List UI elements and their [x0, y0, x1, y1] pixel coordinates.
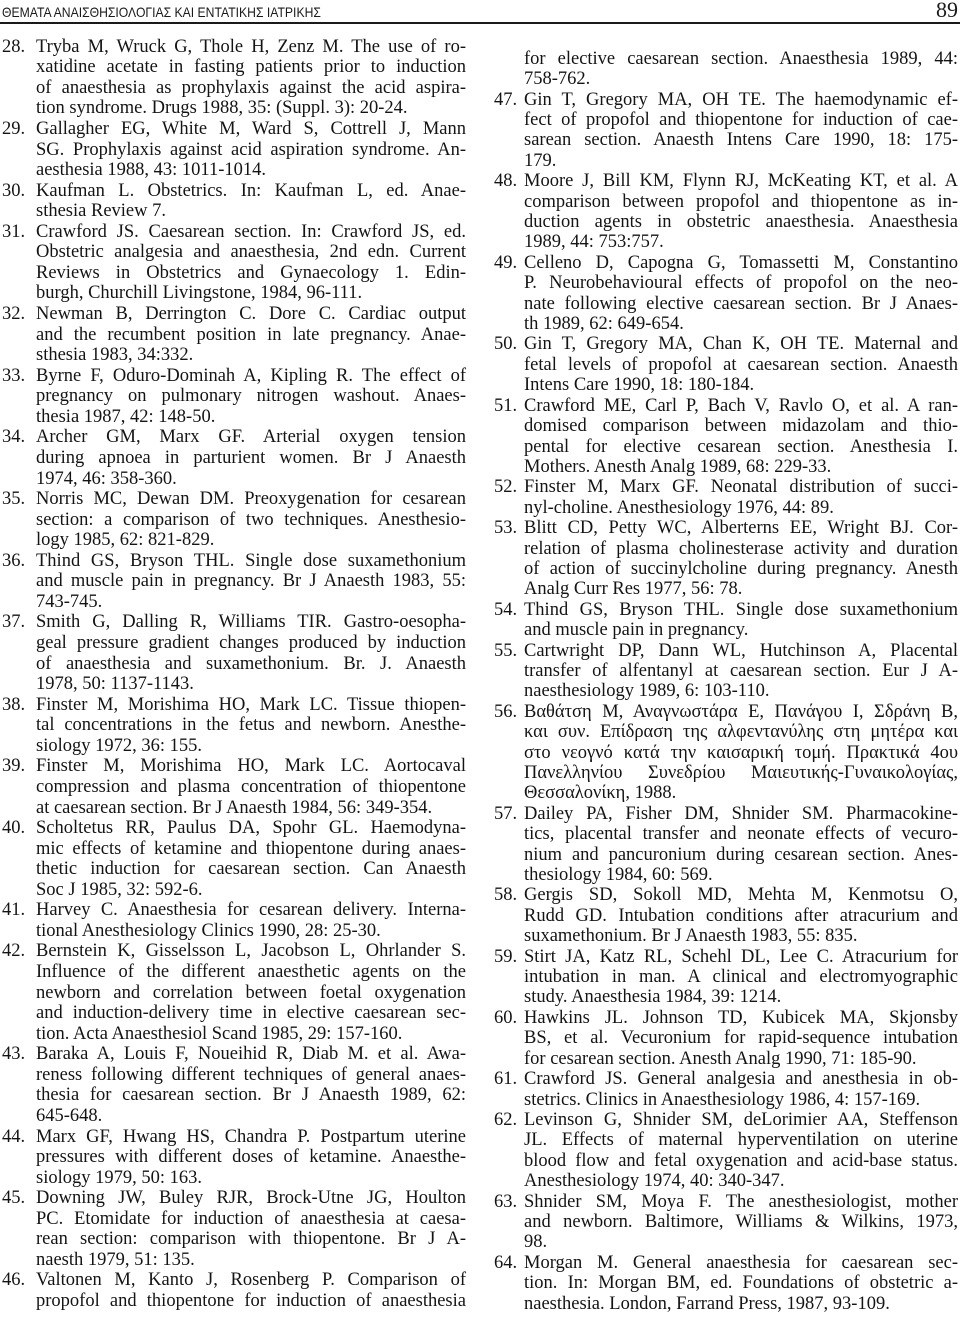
reference-line: study. Anaesthesia 1984, 39: 1214.	[524, 987, 782, 1008]
reference-text	[524, 600, 958, 641]
reference-text	[524, 1008, 958, 1069]
reference-line: th 1989, 62: 649-654.	[524, 314, 684, 335]
reference-line: Gin T, Gregory MA, OH TE. The haemodynamic ef-	[524, 89, 958, 110]
reference-text	[36, 941, 466, 1044]
reference-item	[2, 222, 466, 304]
reference-line: at caesarean section. Br J Anaesth 1984, 56: 349-354.	[36, 797, 433, 818]
references-right-column	[494, 49, 958, 1314]
reference-line: Dailey PA, Fisher DM, Shnider SM. Pharmacokine-	[524, 803, 958, 824]
reference-line: fetal levels of propofol at caesarean section. Anaesth	[524, 354, 958, 375]
reference-number: 42.	[2, 941, 26, 962]
reference-number: 51.	[494, 395, 518, 416]
reference-line: tional Anesthesiology Clinics 1990, 28: 25-30.	[36, 920, 381, 941]
reference-line: relation of plasma cholinesterase activity and duration	[524, 538, 958, 559]
reference-number: 64.	[494, 1252, 518, 1273]
reference-item	[2, 366, 466, 428]
reference-item	[2, 900, 466, 941]
reference-number: 61.	[494, 1069, 518, 1090]
header-rule	[0, 22, 960, 24]
reference-line: Cartwright DP, Dann WL, Hutchinson A, Placental	[524, 640, 958, 661]
reference-item	[494, 885, 958, 946]
reference-number: 33.	[2, 365, 26, 386]
reference-line: SG. Prophylaxis against acid aspiration syndrome. An-	[36, 139, 466, 160]
reference-item	[2, 1044, 466, 1126]
reference-line: fect of propofol and thiopentone for induction of cae-	[524, 110, 958, 131]
reference-line: Reviews in Obstetrics and Gynaecology 1. Edin-	[36, 262, 466, 283]
reference-line: Crawford ME, Carl P, Bach V, Ravlo O, et al. A ran-	[524, 395, 958, 416]
reference-line: mic effects of ketamine and thiopentone during anaes-	[36, 838, 466, 859]
reference-line: P. Neurobehavioural effects of propofol on the neo-	[524, 273, 958, 294]
reference-number: 50.	[494, 334, 518, 355]
reference-line: Thind GS, Bryson THL. Single dose suxamethonium	[36, 550, 466, 571]
reference-item	[494, 396, 958, 478]
reference-text	[36, 1044, 466, 1126]
reference-item	[494, 702, 958, 804]
reference-line: sthesia 1983, 34:332.	[36, 345, 194, 366]
reference-line: siology 1972, 36: 155.	[36, 735, 202, 756]
reference-text	[36, 366, 466, 428]
reference-line: 743-745.	[36, 591, 103, 612]
reference-line: sthesia Review 7.	[36, 201, 166, 222]
reference-item	[2, 941, 466, 1044]
reference-line: Hawkins JL. Johnson TD, Kubicek MA, Skjonsby	[524, 1007, 958, 1028]
reference-line: tion syndrome. Drugs 1988, 35: (Suppl. 3): 20-24.	[36, 98, 408, 119]
reference-text	[524, 1069, 958, 1110]
reference-number: 48.	[494, 171, 518, 192]
reference-item	[494, 253, 958, 335]
reference-line: pressures with different doses of ketamine. Anaesthe-	[36, 1147, 466, 1168]
reference-line: nate following elective caesarean section. Br J Anaes-	[524, 293, 958, 314]
reference-item	[2, 612, 466, 694]
reference-text	[36, 37, 466, 119]
reference-line: Gallagher EG, White M, Ward S, Cottrell J, Mann	[36, 118, 466, 139]
reference-line: section: a comparison of two techniques. Anesthesio-	[36, 509, 466, 530]
reference-line: stetrics. Clinics in Anaesthesiology 1986, 4: 157-169.	[524, 1089, 921, 1110]
reference-item	[494, 1008, 958, 1069]
reference-item	[2, 551, 466, 613]
reference-line: propofol and thiopentone for induction of anaesthesia	[36, 1291, 466, 1311]
reference-line: Mothers. Anesth Analg 1989, 68: 229-33.	[524, 456, 832, 477]
reference-number: 55.	[494, 640, 518, 661]
reference-line: Morgan M. General anaesthesia for caesarean sec-	[524, 1252, 958, 1273]
reference-line: burgh, Churchill Livingstone, 1984, 96-111.	[36, 283, 363, 304]
reference-number: 47.	[494, 89, 518, 110]
reference-number: 29.	[2, 118, 26, 139]
reference-text	[36, 1270, 466, 1311]
reference-number: 45.	[2, 1188, 26, 1209]
reference-text	[524, 1253, 958, 1314]
reference-number: 52.	[494, 477, 518, 498]
reference-line: Anesthesiology 1974, 40: 340-347.	[524, 1171, 785, 1192]
reference-text	[36, 489, 466, 551]
reference-line: Bernstein K, Gisselsson L, Jacobson L, Ohrlander S.	[36, 941, 466, 962]
reference-item	[2, 119, 466, 181]
reference-line: nyl-choline. Anesthesiology 1976, 44: 89.	[524, 497, 834, 518]
references-left-column	[2, 37, 466, 1312]
reference-line: Moore J, Bill KM, Flynn RJ, McKeating KT, et al. A	[524, 171, 958, 192]
reference-line: και συν. Επίδραση της αλφεντανύλης στη μητέρα και	[524, 722, 958, 743]
reference-line: pregnancy on pulmonary nitrogen washout. Anaes-	[36, 386, 466, 407]
reference-line: JL. Effects of maternal hyperventilation on uterine	[524, 1130, 958, 1151]
reference-line: 758-762.	[524, 69, 591, 90]
reference-line: 1978, 50: 1137-1143.	[36, 674, 194, 695]
reference-line: for elective caesarean section. Anaesthesia 1989, 44:	[524, 48, 958, 69]
reference-line: Byrne F, Oduro-Dominah A, Kipling R. The effect of	[36, 365, 466, 386]
reference-text	[524, 171, 958, 253]
reference-line: compression and plasma concentration of thiopentone	[36, 776, 466, 797]
reference-text	[36, 818, 466, 900]
reference-item	[2, 695, 466, 757]
reference-number: 62.	[494, 1109, 518, 1130]
reference-number: 58.	[494, 885, 518, 906]
reference-item	[494, 600, 958, 641]
reference-line: Gergis SD, Sokoll MD, Mehta M, Kenmotsu O,	[524, 885, 958, 906]
reference-line: PC. Etomidate for induction of anaesthesia at caesa-	[36, 1208, 466, 1229]
reference-line: during apnoea in parturient women. Br J Anaesth	[36, 447, 466, 468]
reference-item	[2, 37, 466, 119]
reference-line: and the recumbent position in late pregnancy. Anae-	[36, 324, 466, 345]
reference-line: Valtonen M, Kanto J, Rosenberg P. Comparison of	[36, 1270, 466, 1291]
reference-item	[2, 181, 466, 222]
reference-line: Influence of the different anaesthetic agents on the	[36, 962, 466, 982]
reference-line: Πανελληνίου Συνεδρίου Μαιευτικής-Γυναικολογίας,	[524, 763, 958, 784]
reference-number: 28.	[2, 36, 26, 57]
reference-item	[494, 1110, 958, 1192]
reference-line: tion. Acta Anaesthesiol Scand 1985, 29: 157-160.	[36, 1023, 403, 1044]
reference-line: suxamethonium. Br J Anaesth 1983, 55: 835.	[524, 926, 858, 947]
reference-line: of anaesthesia as prophylaxis against the acid aspira-	[36, 77, 466, 98]
reference-line: reness following different techniques of general anaes-	[36, 1064, 466, 1085]
reference-text	[524, 804, 958, 886]
reference-number: 63.	[494, 1191, 518, 1212]
reference-line: Finster M, Morishima HO, Mark LC. Aortocaval	[36, 756, 466, 777]
reference-line: geal pressure gradient changes produced by induction	[36, 633, 466, 653]
reference-item	[2, 489, 466, 551]
reference-number: 39.	[2, 756, 26, 777]
reference-line: tion. In: Morgan BM, ed. Foundations of obstetric a-	[524, 1273, 958, 1294]
reference-line: Intens Care 1990, 18: 180-184.	[524, 375, 755, 396]
reference-line: Smith G, Dalling R, Williams TIR. Gastro-oesopha-	[36, 612, 466, 633]
reference-line: Thind GS, Bryson THL. Single dose suxamethonium	[524, 599, 958, 620]
reference-number: 59.	[494, 946, 518, 967]
reference-line: Soc J 1985, 32: 592-6.	[36, 879, 203, 900]
reference-line: 179.	[524, 150, 557, 171]
reference-line: Finster M, Morishima HO, Mark LC. Tissue thiopen-	[36, 694, 466, 715]
reference-text	[524, 885, 958, 946]
reference-line: Kaufman L. Obstetrics. In: Kaufman L, ed. Anae-	[36, 180, 466, 201]
reference-line: of action of succinylcholine during pregnancy. Anesth	[524, 558, 958, 579]
reference-item	[494, 641, 958, 702]
reference-item	[494, 1069, 958, 1110]
reference-number: 53.	[494, 518, 518, 539]
reference-text	[36, 1188, 466, 1270]
reference-item	[2, 756, 466, 818]
reference-text	[524, 518, 958, 600]
reference-continuation	[494, 49, 958, 90]
reference-line: tal concentrations in the fetus and newborn. Anesthe-	[36, 715, 466, 736]
reference-line: Norris MC, Dewan DM. Preoxygenation for cesarean	[36, 489, 466, 510]
reference-line: BS, et al. Vecuronium for rapid-sequence intubation	[524, 1028, 958, 1049]
reference-line: newborn and correlation between foetal oxygenation	[36, 982, 466, 1003]
reference-line: Marx GF, Hwang HS, Chandra P. Postpartum uterine	[36, 1126, 466, 1147]
reference-line: and induction-delivery time in elective caesarean sec-	[36, 1003, 466, 1024]
reference-line: Stirt JA, Katz RL, Schehl DL, Lee C. Atracurium for	[524, 946, 958, 967]
reference-item	[494, 90, 958, 172]
reference-line: and muscle pain in pregnancy.	[524, 620, 749, 641]
reference-line: blood flow and fetal oxygenation and acid-base status.	[524, 1150, 958, 1171]
reference-number: 56.	[494, 701, 518, 722]
reference-text	[36, 900, 466, 941]
reference-item	[2, 818, 466, 900]
reference-text	[524, 641, 958, 702]
reference-line: Harvey C. Anaesthesia for cesarean delivery. Interna-	[36, 900, 466, 921]
reference-number: 43.	[2, 1044, 26, 1065]
reference-item	[2, 427, 466, 489]
reference-line: 1989, 44: 753:757.	[524, 232, 664, 253]
reference-line: xatidine acetate in fasting patients prior to induction	[36, 57, 466, 78]
reference-line: Baraka A, Louis F, Noueihid R, Diab M. et al. Awa-	[36, 1044, 466, 1065]
reference-number: 49.	[494, 252, 518, 273]
reference-item	[2, 1270, 466, 1311]
reference-line: Crawford JS. Caesarean section. In: Crawford JS, ed.	[36, 221, 466, 242]
reference-number: 37.	[2, 612, 26, 633]
reference-line: Blitt CD, Petty WC, Alberterns EE, Wright BJ. Cor-	[524, 518, 958, 539]
reference-text	[524, 1192, 958, 1253]
reference-line: domised comparison between midazolam and thio-	[524, 416, 958, 437]
reference-item	[494, 1253, 958, 1314]
reference-text	[36, 695, 466, 757]
reference-line: duction agents in obstetric anaesthesia. Anaesthesia	[524, 212, 958, 233]
reference-text	[36, 612, 466, 694]
reference-line: siology 1979, 50: 163.	[36, 1167, 202, 1188]
reference-item	[494, 1192, 958, 1253]
reference-number: 36.	[2, 550, 26, 571]
reference-item	[2, 1188, 466, 1270]
reference-number: 34.	[2, 427, 26, 448]
reference-line: Newman B, Derrington C. Dore C. Cardiac output	[36, 304, 466, 324]
reference-text	[36, 551, 466, 613]
reference-number: 41.	[2, 900, 26, 921]
reference-line: Celleno D, Capogna G, Tomassetti M, Constantino	[524, 252, 958, 273]
reference-line: Shnider SM, Moya F. The anesthesiologist, mother	[524, 1191, 958, 1212]
reference-text	[36, 304, 466, 366]
reference-line: Rudd GD. Intubation conditions after atracurium and	[524, 905, 958, 926]
reference-line: στο νεογνό κατά την καισαρική τομή. Πρακτικά 4ου	[524, 742, 958, 763]
reference-line: tics, placental transfer and neonate effects of vecuro-	[524, 824, 958, 845]
reference-line: aesthesia 1988, 43: 1011-1014.	[36, 160, 267, 181]
reference-line: comparison between propofol and thiopentone as in-	[524, 191, 958, 212]
reference-line: sarean section. Anaesth Intens Care 1990, 18: 175-	[524, 130, 958, 151]
reference-line: intubation in man. A clinical and electromyographic	[524, 967, 958, 988]
reference-line: Βαθάτση Μ, Αναγνωστάρα Ε, Πανάγου Ι, Σδράνη Β,	[524, 701, 958, 722]
reference-line: Tryba M, Wruck G, Thole H, Zenz M. The use of ro-	[36, 36, 466, 57]
reference-line: thesia 1987, 42: 148-50.	[36, 406, 216, 427]
reference-line: transfer of alfentanyl at caesarean section. Eur J A-	[524, 660, 958, 681]
reference-line: thesiology 1984, 60: 569.	[524, 865, 713, 886]
running-header-title: ΘΕΜΑΤΑ ΑΝΑΙΣΘΗΣΙΟΛΟΓΙΑΣ ΚΑΙ ΕΝΤΑΤΙΚΗΣ ΙΑΤΡΙΚΗΣ	[2, 4, 321, 20]
reference-line: Scholtetus RR, Paulus DA, Spohr GL. Haemodyna-	[36, 818, 466, 839]
reference-text	[524, 90, 958, 172]
reference-line: Obstetric analgesia and anaesthesia, 2nd edn. Current	[36, 242, 466, 263]
reference-text	[524, 49, 958, 90]
reference-text	[524, 1110, 958, 1192]
reference-line: Analg Curr Res 1977, 56: 78.	[524, 579, 743, 600]
reference-line: and newborn. Baltimore, Williams & Wilkins, 1973,	[524, 1211, 958, 1232]
reference-item	[494, 477, 958, 518]
reference-line: Crawford JS. General analgesia and anesthesia in ob-	[524, 1069, 958, 1090]
reference-text	[36, 1127, 466, 1189]
reference-line: logy 1985, 62: 821-829.	[36, 530, 215, 551]
reference-line: pental for elective cesarean section. Anesthesia I.	[524, 436, 958, 457]
reference-item	[494, 804, 958, 886]
reference-number: 38.	[2, 694, 26, 715]
reference-number: 60.	[494, 1007, 518, 1028]
reference-line: Gin T, Gregory MA, Chan K, OH TE. Maternal and	[524, 334, 958, 355]
reference-line: thesia for caesarean section. Br J Anaesth 1989, 62:	[36, 1085, 466, 1106]
reference-line: rean section: comparison with thiopentone. Br J A-	[36, 1229, 466, 1250]
reference-line: 98.	[524, 1232, 548, 1253]
reference-number: 44.	[2, 1126, 26, 1147]
reference-text	[524, 253, 958, 335]
reference-item	[2, 304, 466, 366]
reference-line: thetic induction for caesarean section. Can Anaesth	[36, 859, 466, 880]
reference-number: 57.	[494, 803, 518, 824]
reference-line: Archer GM, Marx GF. Arterial oxygen tension	[36, 427, 466, 448]
reference-text	[36, 181, 466, 222]
reference-number: 30.	[2, 180, 26, 201]
reference-number: 46.	[2, 1270, 26, 1291]
reference-line: naesthesia. London, Farrand Press, 1987, 93-109.	[524, 1293, 890, 1314]
reference-number: 32.	[2, 304, 26, 324]
reference-number: 31.	[2, 221, 26, 242]
reference-number: 40.	[2, 818, 26, 839]
reference-line: Downing JW, Buley RJR, Brock-Utne JG, Houlton	[36, 1188, 466, 1209]
reference-text	[524, 396, 958, 478]
reference-line: nium and pancuronium during cesarean section. Anes-	[524, 844, 958, 865]
reference-line: and muscle pain in pregnancy. Br J Anaesth 1983, 55:	[36, 571, 466, 592]
reference-line: of anaesthesia and suxamethonium. Br. J. Anaesth	[36, 653, 466, 674]
reference-text	[524, 947, 958, 1008]
reference-text	[36, 222, 466, 304]
reference-item	[494, 334, 958, 395]
reference-text	[524, 477, 958, 518]
reference-item	[2, 1127, 466, 1189]
reference-line: naesth 1979, 51: 135.	[36, 1249, 195, 1270]
reference-line: 1974, 46: 358-360.	[36, 468, 177, 489]
reference-number: 35.	[2, 489, 26, 510]
reference-text	[524, 702, 958, 804]
reference-text	[524, 334, 958, 395]
reference-line: for cesarean section. Anesth Analg 1990, 71: 185-90.	[524, 1048, 917, 1069]
reference-line: Θεσσαλονίκη, 1988.	[524, 783, 677, 804]
reference-number: 54.	[494, 599, 518, 620]
reference-line: 645-648.	[36, 1105, 103, 1126]
reference-text	[36, 119, 466, 181]
reference-item	[494, 947, 958, 1008]
reference-text	[36, 427, 466, 489]
page-number: 89	[936, 0, 958, 22]
reference-item	[494, 171, 958, 253]
reference-item	[494, 518, 958, 600]
reference-line: Finster M, Marx GF. Neonatal distribution of succi-	[524, 477, 958, 498]
reference-text	[36, 756, 466, 818]
reference-line: naesthesiology 1989, 6: 103-110.	[524, 681, 770, 702]
reference-line: Levinson G, Shnider SM, deLorimier AA, Steffenson	[524, 1109, 958, 1130]
